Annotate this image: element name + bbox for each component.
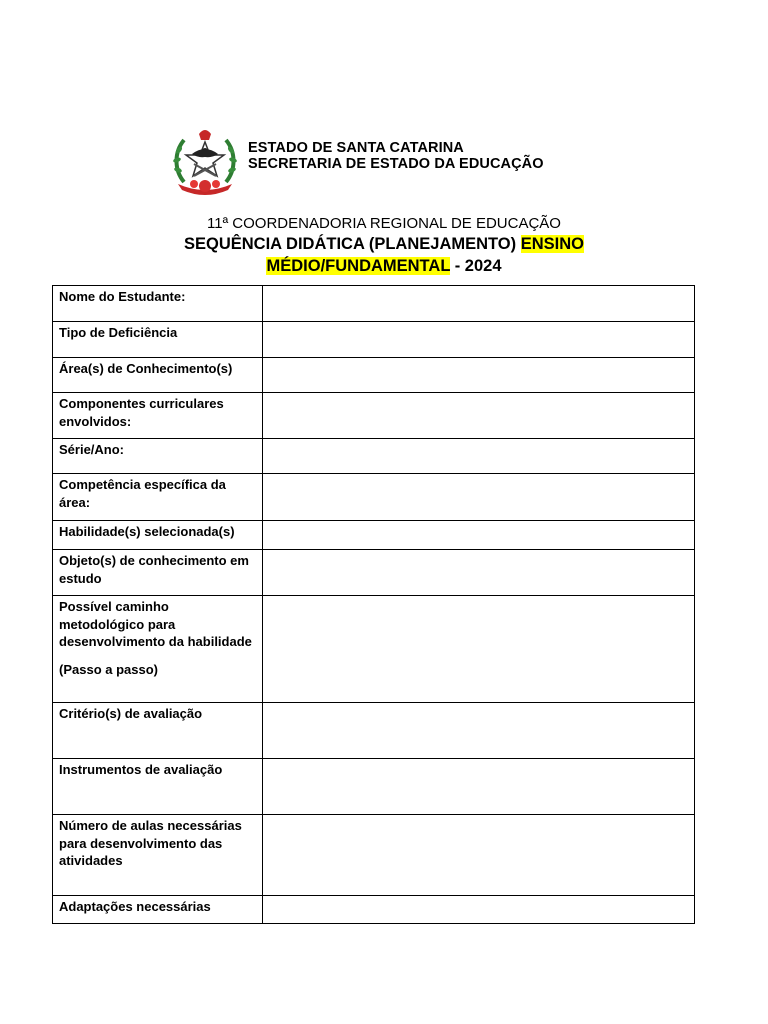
- table-row: [53, 815, 695, 896]
- table-row: [53, 286, 695, 322]
- table-row: [53, 703, 695, 759]
- field-value[interactable]: [263, 322, 695, 358]
- field-label: Área(s) de Conhecimento(s): [53, 358, 263, 393]
- field-sublabel: (Passo a passo): [59, 661, 158, 677]
- field-label: Componentes curriculares envolvidos:: [53, 393, 263, 439]
- field-value[interactable]: [263, 596, 695, 703]
- table-row: [53, 759, 695, 815]
- sequence-title-part1: SEQUÊNCIA DIDÁTICA (PLANEJAMENTO): [183, 235, 521, 253]
- table-row: [53, 596, 695, 703]
- table-row: [53, 439, 695, 474]
- coordination-title: 11ª COORDENADORIA REGIONAL DE EDUCAÇÃO: [207, 215, 561, 232]
- field-value[interactable]: [263, 474, 695, 521]
- table-row: [53, 474, 695, 521]
- field-label: Objeto(s) de conhecimento em estudo: [53, 550, 263, 596]
- field-value[interactable]: [263, 439, 695, 474]
- secretariat-name: SECRETARIA DE ESTADO DA EDUCAÇÃO: [248, 156, 544, 172]
- sequence-title: [0, 233, 768, 277]
- field-value[interactable]: [263, 286, 695, 322]
- sequence-title-highlight1: ENSINO: [520, 235, 584, 253]
- field-label: Adaptações necessárias: [53, 896, 263, 924]
- field-label: [53, 596, 263, 703]
- table-row: [53, 521, 695, 550]
- field-value[interactable]: [263, 703, 695, 759]
- organization-name: [248, 140, 544, 172]
- sequence-title-highlight2: MÉDIO/FUNDAMENTAL: [266, 257, 451, 275]
- field-value[interactable]: [263, 815, 695, 896]
- table-row: [53, 896, 695, 924]
- table-row: [53, 393, 695, 439]
- sequence-title-part2: - 2024: [450, 257, 502, 275]
- field-value[interactable]: [263, 393, 695, 439]
- table-row: [53, 322, 695, 358]
- field-label: Série/Ano:: [53, 439, 263, 474]
- field-value[interactable]: [263, 550, 695, 596]
- field-label-text: Possível caminho metodológico para desenvolvimento da habilidade: [59, 599, 252, 649]
- field-value[interactable]: [263, 759, 695, 815]
- field-label: Instrumentos de avaliação: [53, 759, 263, 815]
- field-value[interactable]: [263, 358, 695, 393]
- field-label: Tipo de Deficiência: [53, 322, 263, 358]
- document-titles: [0, 214, 768, 277]
- planning-form-table: [52, 285, 695, 924]
- state-name: ESTADO DE SANTA CATARINA: [248, 140, 464, 156]
- santa-catarina-coat-of-arms-icon: [170, 124, 240, 198]
- field-value[interactable]: [263, 896, 695, 924]
- table-row: [53, 550, 695, 596]
- field-value[interactable]: [263, 521, 695, 550]
- field-label: Competência específica da área:: [53, 474, 263, 521]
- field-label: Critério(s) de avaliação: [53, 703, 263, 759]
- document-header: [170, 124, 590, 198]
- field-label: Habilidade(s) selecionada(s): [53, 521, 263, 550]
- field-label: Número de aulas necessárias para desenvolvimento das atividades: [53, 815, 263, 896]
- field-label: Nome do Estudante:: [53, 286, 263, 322]
- table-row: [53, 358, 695, 393]
